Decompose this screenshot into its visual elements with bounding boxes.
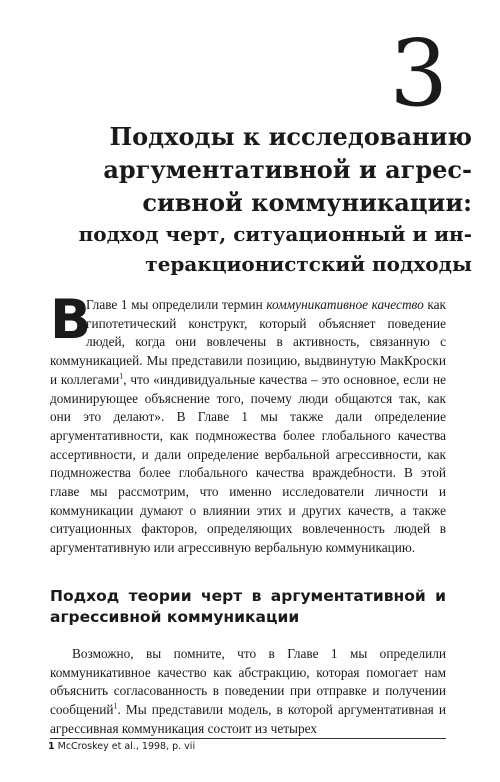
chapter-title <box>22 120 472 279</box>
footnote-mark: 1 <box>48 741 55 752</box>
chapter-title-line: аргументативной и агрес- <box>103 155 472 184</box>
intro-term: коммуникативное качество <box>266 297 424 312</box>
footnote-text: McCroskey et al., 1998, p. vii <box>57 741 196 752</box>
chapter-title-line: Подходы к исследованию <box>109 122 472 151</box>
section-paragraph <box>50 645 446 739</box>
footnote <box>48 741 195 753</box>
intro-text: Главе 1 мы определили термин <box>86 297 267 312</box>
drop-cap: В <box>50 288 92 351</box>
footnote-reference: 1 <box>119 371 124 381</box>
section-text: Возможно, вы помните, что в Главе 1 мы определили коммуникативное качество как абстракцию, которая помогает нам объяснить согласованность в поведении при отправке и получении сообщений <box>50 646 446 718</box>
chapter-subtitle-line: подход черт, ситуационный и ин- <box>78 222 472 246</box>
intro-text: , что «индивидуальные качества – это основное, если не доминирующее объяснение того, почему люди общаются так, как они это делают». В Главе 1 мы также дали определение аргументативности, как подмножества более глобального качества ассертивности, и дали определение вербальной агрессивности, как подмножества более глобального качества враждебности. В этой главе мы рассмотрим, что именно исследователи личности и коммуникации думают о влиянии этих и других качеств, а также ситуационных факторов, определяющих вовлеченность людей в аргументативную или агрессивную вербальную коммуникацию. <box>50 371 446 556</box>
intro-text: как гипотетический конструкт, который объясняет поведение людей, когда они вовлечены в активность, связанную с коммуникацией. Мы представили позицию, выдвинутую МакКроски и коллегами <box>50 297 446 387</box>
section-text: . Мы представили модель, в которой аргументативная и агрессивная коммуникация состоит из четырех <box>50 702 446 736</box>
chapter-number: 3 <box>389 20 448 127</box>
intro-paragraph <box>50 288 446 558</box>
footnote-reference: 1 <box>113 701 118 711</box>
section-heading: Подход теории черт в аргументативной и агрессивной коммуникации <box>50 587 446 626</box>
chapter-subtitle-line: теракционистский подходы <box>145 252 472 276</box>
footnote-divider <box>50 738 446 739</box>
chapter-title-line: сивной коммуникации: <box>142 188 472 217</box>
